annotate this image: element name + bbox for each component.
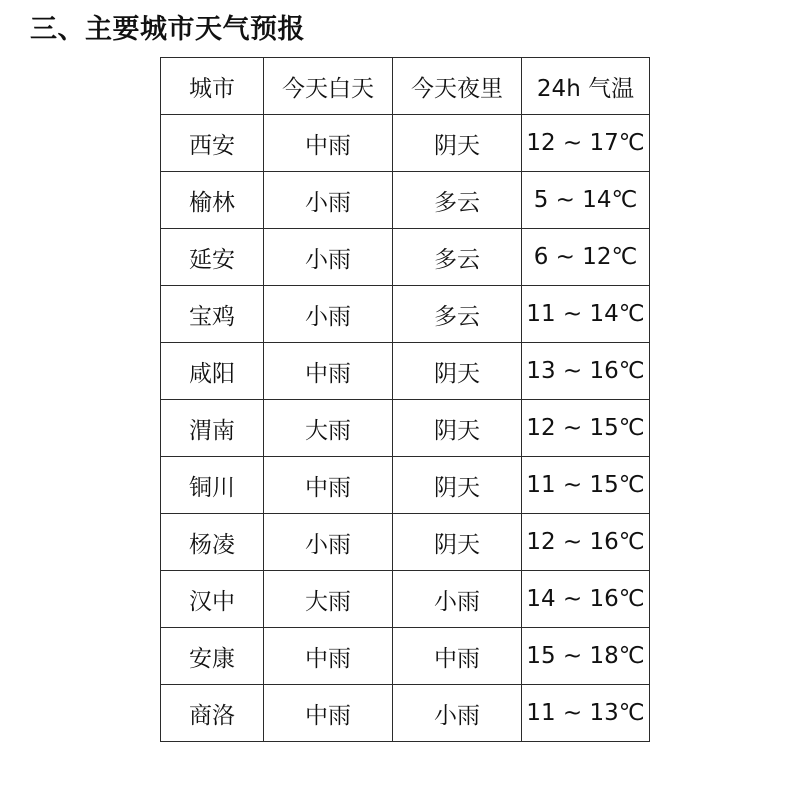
cell-night-weather: 小雨: [393, 685, 522, 742]
cell-night-weather: 多云: [393, 286, 522, 343]
table-row: [161, 229, 650, 286]
table-row: [161, 400, 650, 457]
cell-city: 咸阳: [161, 343, 264, 400]
table-row: [161, 343, 650, 400]
cell-day-weather: 大雨: [264, 571, 393, 628]
table-row: [161, 286, 650, 343]
cell-day-weather: 中雨: [264, 685, 393, 742]
cell-night-weather: 阴天: [393, 400, 522, 457]
cell-city: 商洛: [161, 685, 264, 742]
cell-city: 铜川: [161, 457, 264, 514]
cell-night-weather: 中雨: [393, 628, 522, 685]
cell-temperature: 5 ~ 14℃: [522, 172, 650, 229]
cell-temperature: 13 ~ 16℃: [522, 343, 650, 400]
cell-day-weather: 小雨: [264, 229, 393, 286]
cell-day-weather: 大雨: [264, 400, 393, 457]
table-row: [161, 571, 650, 628]
cell-city: 榆林: [161, 172, 264, 229]
cell-night-weather: 小雨: [393, 571, 522, 628]
cell-temperature: 11 ~ 15℃: [522, 457, 650, 514]
cell-temperature: 12 ~ 17℃: [522, 115, 650, 172]
cell-temperature: 12 ~ 15℃: [522, 400, 650, 457]
cell-temperature: 11 ~ 13℃: [522, 685, 650, 742]
table-header-row: [161, 58, 650, 115]
weather-forecast-table: [160, 57, 650, 742]
section-title: 三、主要城市天气预报: [30, 14, 305, 45]
cell-city: 宝鸡: [161, 286, 264, 343]
cell-day-weather: 小雨: [264, 514, 393, 571]
table-row: [161, 685, 650, 742]
cell-temperature: 14 ~ 16℃: [522, 571, 650, 628]
cell-night-weather: 阴天: [393, 115, 522, 172]
cell-day-weather: 小雨: [264, 286, 393, 343]
cell-temperature: 12 ~ 16℃: [522, 514, 650, 571]
header-city: 城市: [161, 58, 264, 115]
cell-night-weather: 阴天: [393, 514, 522, 571]
cell-city: 杨凌: [161, 514, 264, 571]
cell-day-weather: 中雨: [264, 115, 393, 172]
cell-city: 西安: [161, 115, 264, 172]
cell-night-weather: 多云: [393, 172, 522, 229]
cell-night-weather: 多云: [393, 229, 522, 286]
cell-night-weather: 阴天: [393, 343, 522, 400]
cell-night-weather: 阴天: [393, 457, 522, 514]
header-night: 今天夜里: [393, 58, 522, 115]
cell-temperature: 15 ~ 18℃: [522, 628, 650, 685]
cell-city: 渭南: [161, 400, 264, 457]
cell-temperature: 11 ~ 14℃: [522, 286, 650, 343]
table-row: [161, 457, 650, 514]
header-temperature: 24h 气温: [522, 58, 650, 115]
cell-city: 安康: [161, 628, 264, 685]
table-row: [161, 172, 650, 229]
cell-day-weather: 中雨: [264, 343, 393, 400]
cell-day-weather: 中雨: [264, 457, 393, 514]
cell-day-weather: 中雨: [264, 628, 393, 685]
header-day: 今天白天: [264, 58, 393, 115]
table-row: [161, 115, 650, 172]
cell-day-weather: 小雨: [264, 172, 393, 229]
cell-city: 汉中: [161, 571, 264, 628]
table-row: [161, 628, 650, 685]
cell-temperature: 6 ~ 12℃: [522, 229, 650, 286]
cell-city: 延安: [161, 229, 264, 286]
table-row: [161, 514, 650, 571]
